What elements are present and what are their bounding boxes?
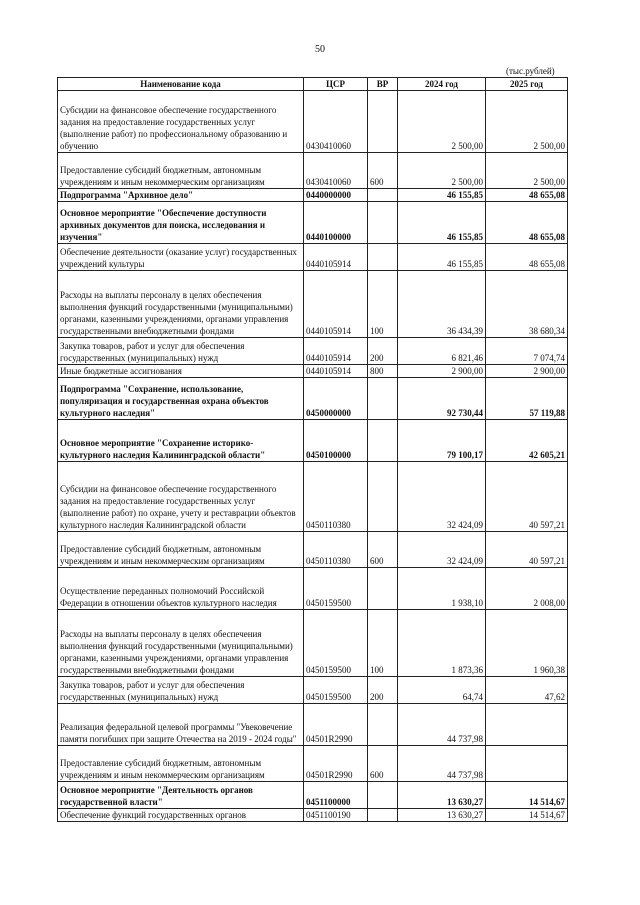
row-2025: 40 597,21 (486, 532, 568, 568)
row-name: Закупка товаров, работ и услуг для обеспечения государственных (муниципальных) нужд (58, 338, 304, 365)
row-vr: 200 (368, 338, 398, 365)
row-vr (368, 809, 398, 822)
row-name: Подпрограмма "Архивное дело" (58, 189, 304, 202)
row-vr: 600 (368, 153, 398, 189)
table-header-row (58, 78, 568, 91)
table-row (58, 153, 568, 189)
table-row (58, 610, 568, 677)
row-2024: 32 424,09 (398, 462, 486, 532)
row-2024: 46 155,85 (398, 189, 486, 202)
row-2024: 64,74 (398, 677, 486, 704)
row-2025: 2 500,00 (486, 91, 568, 153)
row-vr: 800 (368, 365, 398, 378)
row-name: Основное мероприятие "Обеспечение доступности архивных документов для поиска, исследования и изучения" (58, 202, 304, 244)
table-row (58, 532, 568, 568)
table-row (58, 462, 568, 532)
table-row (58, 782, 568, 809)
row-name: Предоставление субсидий бюджетным, автономным учреждениям и иным некоммерческим организациям (58, 532, 304, 568)
row-csr: 0440105914 (304, 244, 368, 271)
row-2025: 38 680,34 (486, 271, 568, 338)
header-csr: ЦСР (304, 78, 368, 91)
table-row (58, 365, 568, 378)
row-csr: 0451100190 (304, 809, 368, 822)
row-2025: 1 960,38 (486, 610, 568, 677)
row-name: Основное мероприятие "Сохранение историко-культурного наследия Калининградской области" (58, 420, 304, 462)
row-vr (368, 782, 398, 809)
table-row (58, 189, 568, 202)
row-vr: 600 (368, 532, 398, 568)
row-vr (368, 189, 398, 202)
table-row (58, 704, 568, 746)
row-csr: 0430410060 (304, 153, 368, 189)
row-name: Иные бюджетные ассигнования (58, 365, 304, 378)
row-2024: 2 900,00 (398, 365, 486, 378)
row-name: Реализация федеральной целевой программы "Увековечение памяти погибших при защите Отечества на 2019 - 2024 годы" (58, 704, 304, 746)
table-row (58, 378, 568, 420)
row-name: Обеспечение функций государственных органов (58, 809, 304, 822)
table-row (58, 244, 568, 271)
row-2025: 47,62 (486, 677, 568, 704)
row-2024: 1 873,36 (398, 610, 486, 677)
row-name: Расходы на выплаты персоналу в целях обеспечения выполнения функций государственными (муниципальными) органами, казенными учреждениями, органами управления государственными внебюджетными фондами (58, 610, 304, 677)
table-row (58, 677, 568, 704)
row-csr: 0451100000 (304, 782, 368, 809)
row-2024: 32 424,09 (398, 532, 486, 568)
row-csr: 0440100000 (304, 202, 368, 244)
header-name: Наименование кода (58, 78, 304, 91)
table-row (58, 746, 568, 782)
row-2024: 44 737,98 (398, 704, 486, 746)
row-2025: 2 900,00 (486, 365, 568, 378)
row-csr: 0450159500 (304, 677, 368, 704)
row-csr: 0450159500 (304, 610, 368, 677)
row-name: Подпрограмма "Сохранение, использование, популяризация и государственная охрана объектов культурного наследия" (58, 378, 304, 420)
header-2024: 2024 год (398, 78, 486, 91)
header-2025: 2025 год (486, 78, 568, 91)
row-2024: 6 821,46 (398, 338, 486, 365)
row-2024: 79 100,17 (398, 420, 486, 462)
row-vr: 600 (368, 746, 398, 782)
row-2024: 1 938,10 (398, 568, 486, 610)
row-vr (368, 378, 398, 420)
row-2024: 13 630,27 (398, 782, 486, 809)
row-name: Закупка товаров, работ и услуг для обеспечения государственных (муниципальных) нужд (58, 677, 304, 704)
row-2025: 14 514,67 (486, 782, 568, 809)
row-2025 (486, 704, 568, 746)
row-2025: 2 500,00 (486, 153, 568, 189)
row-vr: 200 (368, 677, 398, 704)
row-csr: 0450100000 (304, 420, 368, 462)
row-vr (368, 462, 398, 532)
row-2025: 48 655,08 (486, 244, 568, 271)
page-number: 50 (315, 44, 325, 55)
row-name: Основное мероприятие "Деятельность органов государственной власти" (58, 782, 304, 809)
row-2024: 92 730,44 (398, 378, 486, 420)
row-name: Субсидии на финансовое обеспечение государственного задания на предоставление государственных услуг (выполнение работ) по профессиональному образованию и обучению (58, 91, 304, 153)
table-row (58, 420, 568, 462)
row-csr: 0450110380 (304, 532, 368, 568)
table-row (58, 202, 568, 244)
row-vr (368, 244, 398, 271)
row-csr: 0440105914 (304, 338, 368, 365)
table-row (58, 809, 568, 822)
table-row (58, 338, 568, 365)
row-vr: 100 (368, 271, 398, 338)
row-name: Предоставление субсидий бюджетным, автономным учреждениям и иным некоммерческим организациям (58, 746, 304, 782)
budget-table (57, 77, 568, 822)
row-csr: 0440105914 (304, 271, 368, 338)
row-csr: 04501R2990 (304, 746, 368, 782)
row-name: Расходы на выплаты персоналу в целях обеспечения выполнения функций государственными (муниципальными) органами, казенными учреждениями, органами управления государственными внебюджетными фондами (58, 271, 304, 338)
row-2025: 2 008,00 (486, 568, 568, 610)
row-2024: 46 155,85 (398, 202, 486, 244)
row-csr: 0450159500 (304, 568, 368, 610)
row-2025: 48 655,08 (486, 189, 568, 202)
row-vr (368, 91, 398, 153)
row-name: Предоставление субсидий бюджетным, автономным учреждениям и иным некоммерческим организациям (58, 153, 304, 189)
row-vr: 100 (368, 610, 398, 677)
row-2024: 36 434,39 (398, 271, 486, 338)
row-2024: 2 500,00 (398, 91, 486, 153)
table-row (58, 271, 568, 338)
row-2025: 40 597,21 (486, 462, 568, 532)
units-label: (тыс.рублей) (506, 66, 555, 76)
row-vr (368, 704, 398, 746)
row-2024: 13 630,27 (398, 809, 486, 822)
row-name: Субсидии на финансовое обеспечение государственного задания на предоставление государственных услуг (выполнение работ) по охране, учету и реставрации объектов культурного наследия Калининградской области (58, 462, 304, 532)
row-2024: 44 737,98 (398, 746, 486, 782)
row-csr: 0450110380 (304, 462, 368, 532)
row-name: Обеспечение деятельности (оказание услуг) государственных учреждений культуры (58, 244, 304, 271)
row-2025 (486, 746, 568, 782)
row-csr: 04501R2990 (304, 704, 368, 746)
row-csr: 0450000000 (304, 378, 368, 420)
row-2024: 2 500,00 (398, 153, 486, 189)
row-2025: 42 605,21 (486, 420, 568, 462)
row-csr: 0430410060 (304, 91, 368, 153)
row-csr: 0440105914 (304, 365, 368, 378)
row-2025: 14 514,67 (486, 809, 568, 822)
row-vr (368, 420, 398, 462)
row-vr (368, 568, 398, 610)
table-row (58, 91, 568, 153)
row-vr (368, 202, 398, 244)
row-csr: 0440000000 (304, 189, 368, 202)
row-2025: 7 074,74 (486, 338, 568, 365)
row-name: Осуществление переданных полномочий Российской Федерации в отношении объектов культурного наследия (58, 568, 304, 610)
table-row (58, 568, 568, 610)
header-vr: ВР (368, 78, 398, 91)
row-2024: 46 155,85 (398, 244, 486, 271)
row-2025: 48 655,08 (486, 202, 568, 244)
row-2025: 57 119,88 (486, 378, 568, 420)
